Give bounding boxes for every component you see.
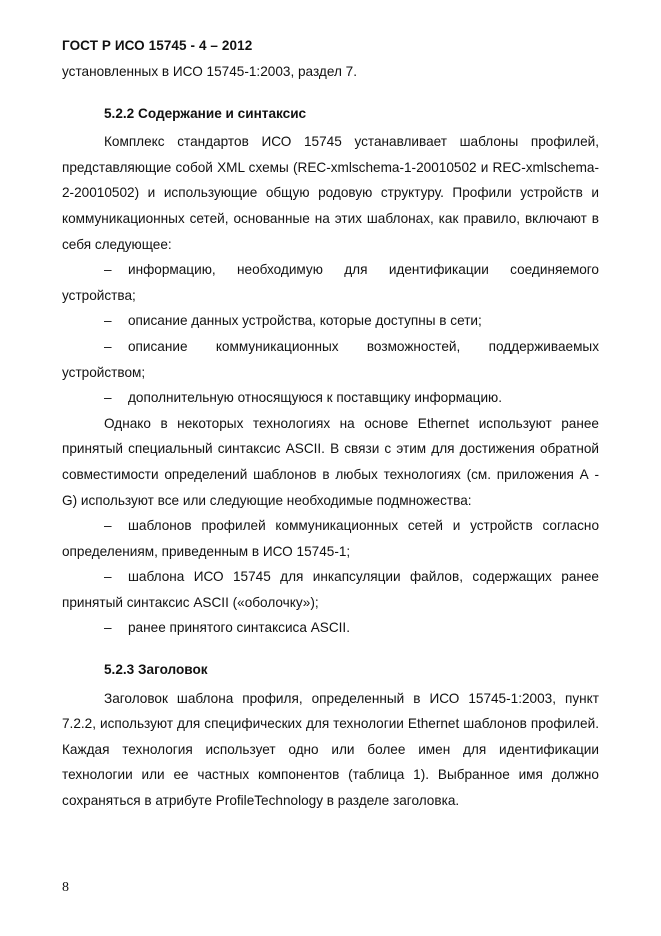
dash-bullet: –	[104, 262, 112, 278]
list-item	[62, 308, 599, 334]
page-body	[62, 59, 599, 814]
dash-bullet: –	[104, 620, 112, 636]
list-item-text: шаблонов профилей коммуникационных сетей и устройств согласно	[128, 518, 599, 534]
section-heading-5-2-2: 5.2.2 Содержание и синтаксис	[104, 105, 307, 121]
list-item-text: описание коммуникационных возможностей, поддерживаемых	[128, 338, 599, 354]
list-item-text: шаблона ИСО 15745 для инкапсуляции файлов, содержащих ранее	[128, 569, 599, 585]
intro-line: установленных в ИСО 15745-1:2003, раздел 7.	[62, 64, 357, 79]
list-item-continuation: принятый синтаксис ASCII («оболочку»);	[62, 594, 319, 610]
list-item	[62, 615, 599, 641]
list-item-text: информацию, необходимую для идентификации соединяемого	[128, 262, 599, 278]
list-item	[62, 257, 599, 308]
dash-bullet: –	[104, 569, 112, 585]
list-item-continuation: устройства;	[62, 287, 136, 303]
list-item-continuation: устройством;	[62, 364, 146, 380]
page-number: 8	[62, 880, 69, 895]
document-header: ГОСТ Р ИСО 15745 - 4 – 2012	[62, 38, 253, 53]
dash-bullet: –	[104, 390, 112, 406]
section-heading-5-2-3: 5.2.3 Заголовок	[104, 662, 208, 678]
paragraph: Однако в некоторых технологиях на основе Ethernet используют ранее принятый специальный синтаксис ASCII. В связи с этим для достижения обратной совместимости определений шаблонов в любых технологиях (см. приложения А - G) используют все или следующие необходимые подмножества:	[62, 415, 599, 508]
list-item	[62, 385, 599, 411]
dash-bullet: –	[104, 313, 112, 329]
dash-bullet: –	[104, 338, 112, 354]
paragraph: Комплекс стандартов ИСО 15745 устанавливает шаблоны профилей, представляющие собой XML схемы (REC-xmlschema-1-20010502 и REC-xmlschema-2-20010502) и использующие общую родовую структуру. Профили устройств и коммуникационных сетей, основанные на этих шаблонах, как правило, включают в себя следующее:	[62, 134, 599, 252]
list-item-text: описание данных устройства, которые доступны в сети;	[128, 313, 482, 329]
paragraph: Заголовок шаблона профиля, определенный в ИСО 15745-1:2003, пункт 7.2.2, используют для специфических для технологии Ethernet шаблонов профилей. Каждая технология использует одно или более имен для идентификации технологии или ее частных компонентов (таблица 1). Выбранное имя должно сохраняться в атрибуте ProfileTechnology в разделе заголовка.	[62, 690, 599, 809]
dash-bullet: –	[104, 518, 112, 534]
list-item-continuation: определениям, приведенным в ИСО 15745-1;	[62, 543, 351, 559]
list-item	[62, 564, 599, 615]
list-item	[62, 513, 599, 564]
list-item-text: дополнительную относящуюся к поставщику информацию.	[128, 390, 503, 406]
list-item-text: ранее принятого синтаксиса ASCII.	[128, 620, 350, 636]
list-item	[62, 334, 599, 385]
